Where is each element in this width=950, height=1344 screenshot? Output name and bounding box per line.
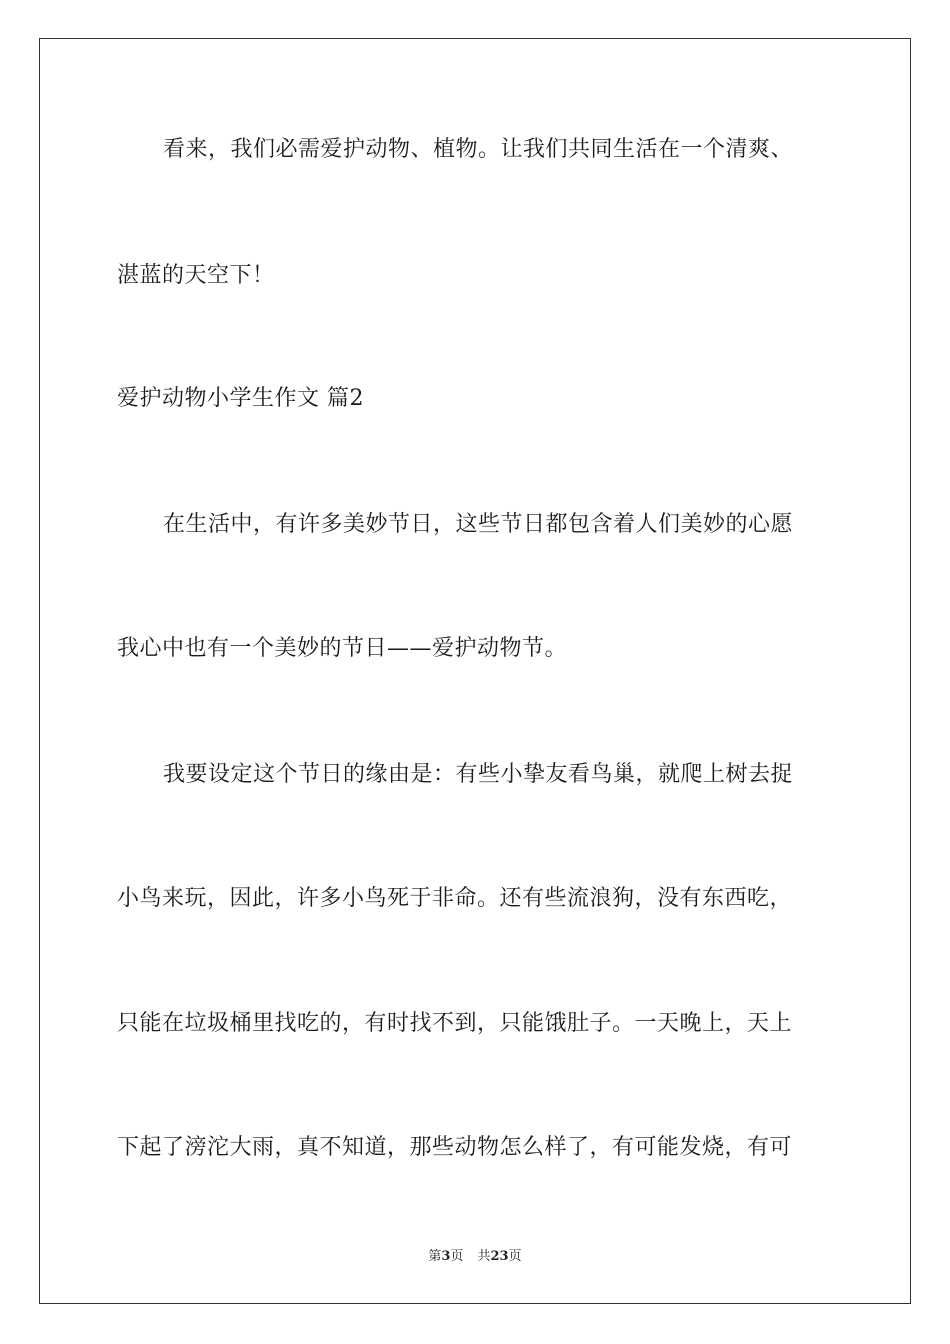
page-footer [0, 1248, 950, 1266]
paragraph-line: 湛蓝的天空下！ [117, 263, 275, 288]
section-heading: 爱护动物小学生作文 篇2 [117, 386, 364, 411]
paragraph-line: 看来，我们必需爱护动物、植物。让我们共同生活在一个清爽、 [163, 137, 794, 162]
paragraph-line: 小鸟来玩，因此，许多小鸟死于非命。还有些流浪狗，没有东西吃， [117, 886, 793, 911]
paragraph-line: 下起了滂沱大雨，真不知道，那些动物怎么样了，有可能发烧，有可 [117, 1135, 793, 1160]
total-prefix: 共 [477, 1249, 491, 1264]
total-pages: 23 [490, 1249, 509, 1264]
page-number: 3 [441, 1249, 451, 1264]
page-prefix: 第 [428, 1249, 442, 1264]
paragraph-line: 我心中也有一个美妙的节日——爱护动物节。 [117, 636, 568, 661]
paragraph-line: 只能在垃圾桶里找吃的，有时找不到，只能饿肚子。一天晚上，天上 [117, 1011, 793, 1036]
total-suffix: 页 [508, 1249, 522, 1264]
paragraph-line: 在生活中，有许多美妙节日，这些节日都包含着人们美妙的心愿 [163, 512, 794, 537]
page-border [39, 38, 911, 1304]
paragraph-line: 我要设定这个节日的缘由是：有些小挚友看鸟巢，就爬上树去捉 [163, 762, 794, 787]
page-suffix: 页 [450, 1249, 464, 1264]
